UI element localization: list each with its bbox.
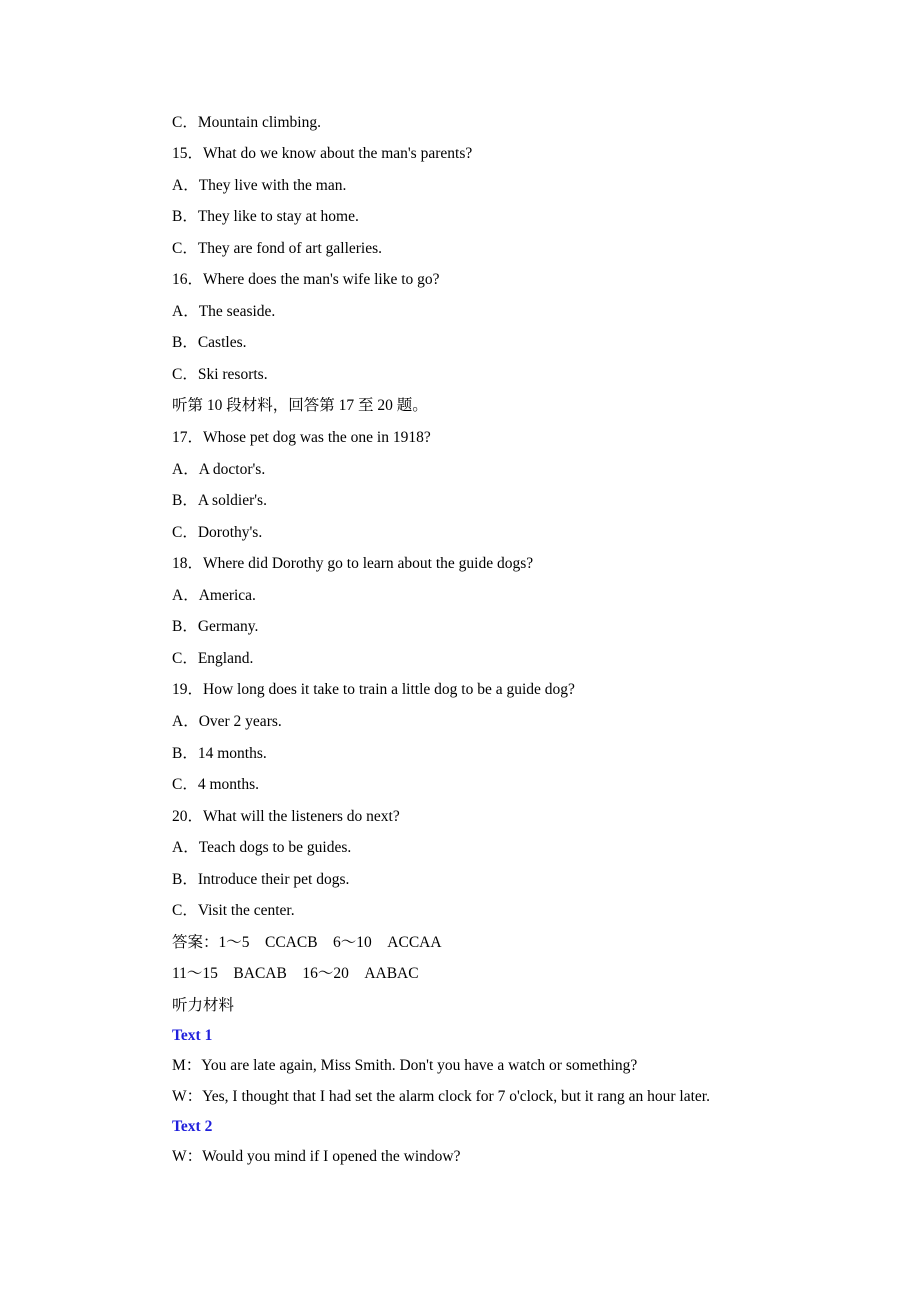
option-b-q16: B．Castles. <box>172 334 247 351</box>
option-a-q19: A．Over 2 years. <box>172 713 282 730</box>
dialogue-line-w2: W：Would you mind if I opened the window? <box>172 1148 461 1165</box>
option-b-q17: B．A soldier's. <box>172 492 267 509</box>
question-16: 16．Where does the man's wife like to go? <box>172 271 440 288</box>
question-19: 19．How long does it take to train a little dog to be a guide dog? <box>172 681 575 698</box>
option-c-q19: C．4 months. <box>172 776 259 793</box>
option-b-q15: B．They like to stay at home. <box>172 208 359 225</box>
answer-key-line-2: 11～15 BACAB 16～20 AABAC <box>172 965 419 982</box>
text-2-heading: Text 2 <box>172 1118 213 1135</box>
option-a-q18: A．America. <box>172 587 256 604</box>
question-18: 18．Where did Dorothy go to learn about the guide dogs? <box>172 555 534 572</box>
dialogue-line-w1: W：Yes, I thought that I had set the alarm clock for 7 o'clock, but it rang an hour later. <box>172 1088 710 1105</box>
option-c-q17: C．Dorothy's. <box>172 524 263 541</box>
question-20: 20．What will the listeners do next? <box>172 808 400 825</box>
question-15: 15．What do we know about the man's parents? <box>172 145 473 162</box>
option-b-q18: B．Germany. <box>172 618 259 635</box>
dialogue-line-m1: M：You are late again, Miss Smith. Don't you have a watch or something? <box>172 1057 638 1074</box>
option-c-q20: C．Visit the center. <box>172 902 295 919</box>
option-a-q20: A．Teach dogs to be guides. <box>172 839 352 856</box>
answer-key-line-1: 答案：1～5 CCACB 6～10 ACCAA <box>172 934 442 951</box>
question-17: 17．Whose pet dog was the one in 1918? <box>172 429 431 446</box>
option-c-q15: C．They are fond of art galleries. <box>172 240 383 257</box>
listening-material-title: 听力材料 <box>172 997 235 1014</box>
option-b-q19: B．14 months. <box>172 745 267 762</box>
option-b-q20: B．Introduce their pet dogs. <box>172 871 350 888</box>
option-a-q17: A．A doctor's. <box>172 461 266 478</box>
option-a-q15: A．They live with the man. <box>172 177 347 194</box>
option-c-q16: C．Ski resorts. <box>172 366 268 383</box>
option-c-q18: C．England. <box>172 650 254 667</box>
section-instruction: 听第 10 段材料，回答第 17 至 20 题。 <box>172 397 428 414</box>
option-a-q16: A．The seaside. <box>172 303 276 320</box>
text-1-heading: Text 1 <box>172 1027 213 1044</box>
option-c-q14: C．Mountain climbing. <box>172 114 321 131</box>
